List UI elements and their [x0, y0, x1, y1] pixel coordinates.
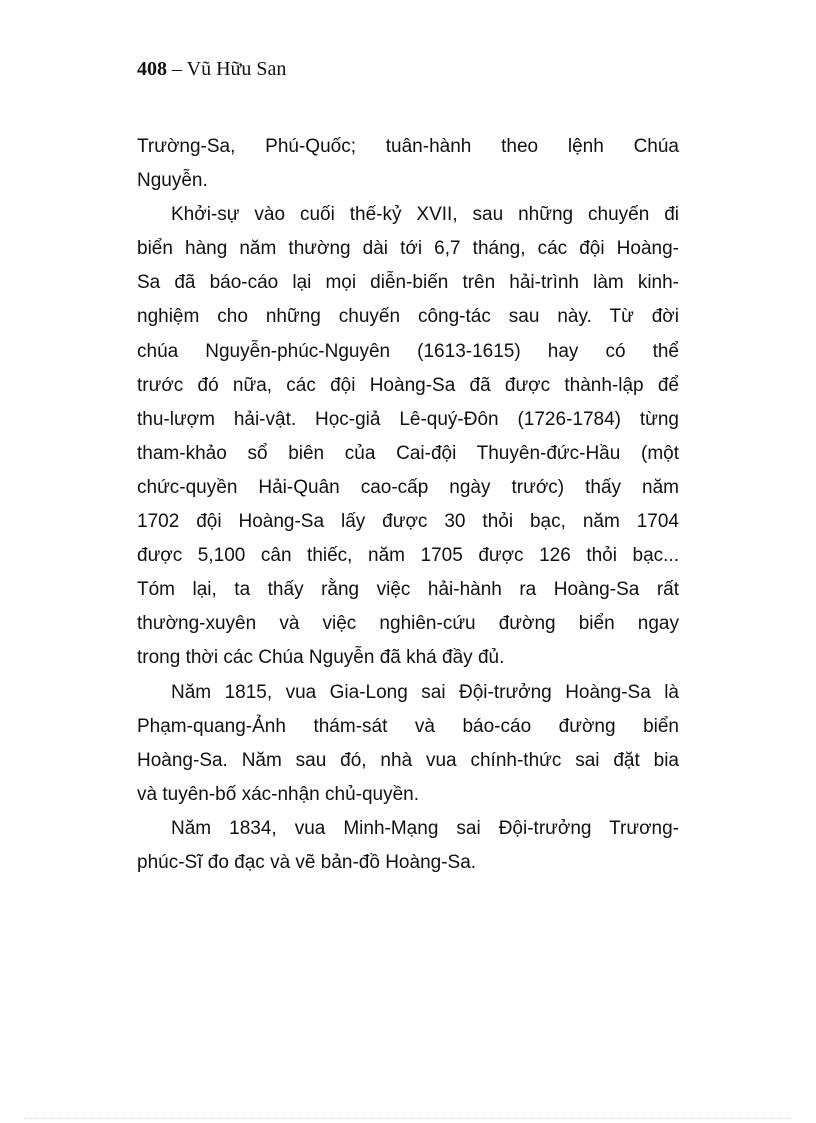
text-line: Phạm-quang-Ảnh thám-sát và báo-cáo đường biển — [137, 715, 679, 737]
text-line: được 5,100 cân thiếc, năm 1705 được 126 thỏi bạc... — [137, 545, 679, 567]
text-line: Khởi-sự vào cuối thế-kỷ XVII, sau những chuyến đi — [171, 204, 679, 226]
text-line: Nguyễn. — [137, 170, 208, 192]
page-bottom-rule — [24, 1118, 792, 1119]
text-line: tham-khảo sổ biên của Cai-đội Thuyên-đức-Hầu (một — [137, 442, 679, 464]
text-line: chức-quyền Hải-Quân cao-cấp ngày trước) thấy năm — [137, 476, 679, 498]
page-number: 408 — [137, 58, 167, 80]
body-text — [137, 130, 679, 880]
text-line: Năm 1834, vua Minh-Mạng sai Đội-trưởng Trương- — [171, 817, 679, 839]
running-header — [137, 56, 286, 82]
text-line: trong thời các Chúa Nguyễn đã khá đầy đủ. — [137, 647, 505, 669]
text-line: thường-xuyên và việc nghiên-cứu đường biển ngay — [137, 613, 679, 635]
text-line: Trường-Sa, Phú-Quốc; tuân-hành theo lệnh Chúa — [137, 136, 679, 157]
paragraph — [137, 130, 679, 198]
text-line: Sa đã báo-cáo lại mọi diễn-biến trên hải-trình làm kinh- — [137, 272, 679, 294]
header-separator: – — [167, 58, 187, 80]
text-line: trước đó nữa, các đội Hoàng-Sa đã được thành-lập để — [137, 374, 679, 396]
text-line: 1702 đội Hoàng-Sa lấy được 30 thỏi bạc, năm 1704 — [137, 511, 679, 533]
author-name: Vũ Hữu San — [186, 58, 287, 80]
paragraph — [137, 198, 679, 675]
text-line: Tóm lại, ta thấy rằng việc hải-hành ra Hoàng-Sa rất — [137, 579, 679, 601]
text-line: và tuyên-bố xác-nhận chủ-quyền. — [137, 783, 420, 805]
paragraph — [137, 812, 679, 880]
text-line: phúc-Sĩ đo đạc và vẽ bản-đồ Hoàng-Sa. — [137, 851, 477, 873]
text-line: Năm 1815, vua Gia-Long sai Đội-trưởng Hoàng-Sa là — [171, 681, 679, 703]
text-line: thu-lượm hải-vật. Học-giả Lê-quý-Đôn (1726-1784) từng — [137, 408, 679, 430]
text-line: nghiệm cho những chuyến công-tác sau này. Từ đời — [137, 306, 679, 328]
text-line: chúa Nguyễn-phúc-Nguyên (1613-1615) hay có thể — [137, 340, 679, 362]
paragraph — [137, 676, 679, 812]
text-line: Hoàng-Sa. Năm sau đó, nhà vua chính-thức sai đặt bia — [137, 749, 679, 771]
text-line: biển hàng năm thường dài tới 6,7 tháng, các đội Hoàng- — [137, 238, 679, 260]
